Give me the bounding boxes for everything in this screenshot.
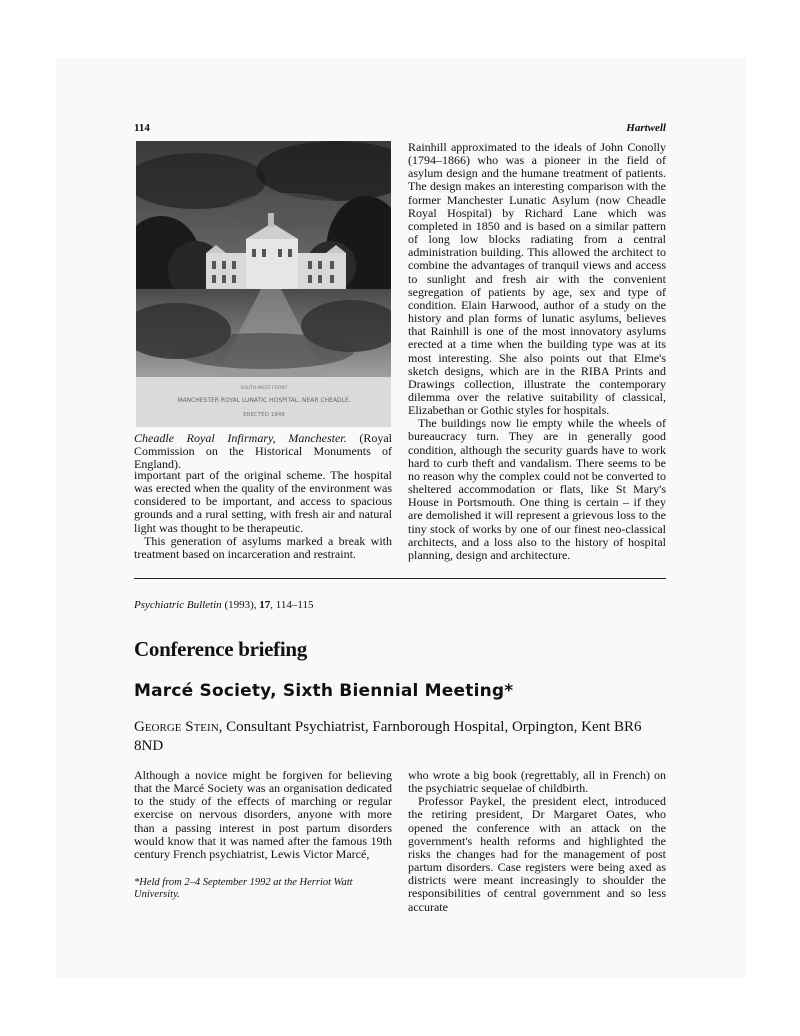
article-title: Marcé Society, Sixth Biennial Meeting* [134, 681, 514, 701]
section-divider [134, 578, 666, 579]
paragraph: important part of the original scheme. The hospital was erected when the quality of the environment was considered to be important, and access to spacious grounds and a rural setting, with fresh air and natural light was thought to be therapeutic. [134, 468, 392, 535]
paragraph: The buildings now lie empty while the wheels of bureaucracy turn. They are in generally good condition, although the security guards have to work hard to curb theft and vandalism. There seems to be no reason why the complex could not be converted to sheltered accommodation or flats, like St Mary's House in Portsmouth. One thing is certain – if they are demolished it will represent a grievous loss to the tiny stock of works by one of our finest neo-classical architects, and a loss also to the history of hospital planning, design and architecture. [408, 416, 666, 562]
engraving-label-2: MANCHESTER ROYAL LUNATIC HOSPITAL, NEAR CHEADLE. [177, 397, 351, 404]
engraving-label-3: ERECTED 1848 [243, 412, 285, 418]
article1-right-column [408, 141, 666, 562]
section-title: Conference briefing [134, 637, 307, 661]
paragraph: Professor Paykel, the president elect, introduced the retiring president, Dr Margaret Oates, who opened the conference with an attack on the government's health reforms and highlighted the risks the changes had for the management of post partum disorders. Case registers were being axed as districts were meant increasingly to shoulder the responsibilities of central government and so less accurate [408, 794, 666, 914]
journal-citation [134, 599, 313, 611]
paragraph: This generation of asylums marked a break with treatment based on incarceration and restraint. [134, 533, 392, 561]
citation-pages: , 114–115 [270, 599, 314, 611]
running-head: Hartwell [626, 122, 666, 134]
page-number: 114 [134, 122, 150, 134]
article2-right-column [408, 769, 666, 914]
article1-left-column [134, 469, 392, 561]
footnote: *Held from 2–4 September 1992 at the Herriot Watt University. [134, 877, 353, 900]
journal-name: Psychiatric Bulletin [134, 599, 222, 611]
author-affiliation: , Consultant Psychiatrist, Farnborough Hospital, Orpington, Kent BR6 8ND [134, 719, 642, 754]
figure-caption [134, 432, 392, 471]
hospital-engraving [136, 141, 391, 427]
author-name: George Stein [134, 719, 219, 735]
author-line [134, 718, 674, 756]
engraving-label-1: SOUTH-WEST FRONT [240, 386, 288, 391]
citation-year: (1993), [221, 599, 260, 611]
paragraph: Although a novice might be forgiven for believing that the Marcé Society was an organisation dedicated to the study of the effects of marching or regular exercise on nervous disorders, anyone with more than a passing interest in post partum disorders would know that it was named after the famous 19th century French psychiatrist, Lewis Victor Marcé, [134, 768, 392, 861]
caption-title: Cheadle Royal Infirmary, Manchester. [134, 431, 347, 445]
paragraph: Rainhill approximated to the ideals of John Conolly (1794–1866) who was a pioneer in the field of asylum design and the humane treatment of patients. The design makes an interesting comparison with the former Manchester Lunatic Asylum (now Cheadle Royal Hospital) by Richard Lane which was completed in 1850 and is based on a similar pattern of long low blocks radiating from a central administration building. This allowed the architect to combine the advantages of tranquil views and access to sunlight and fresh air with the convenient segregation of patients by age, sex and type of condition. Elain Harwood, author of a study on the history and plan forms of lunatic asylums, believes that Rainhill is one of the most innovatory asylums erected at a time when the building type was at its most interesting. She also points out that Elme's sketch designs, which are in the RIBA Prints and Drawings collection, illustrate the contemporary dilemma over the relative suitability of classical, Elizabethan or Gothic styles for hospitals. [408, 140, 666, 418]
engraving-illustration [136, 141, 391, 427]
paragraph: who wrote a big book (regrettably, all in French) on the psychiatric sequelae of childbirth. [408, 768, 666, 796]
caption-credit: (Royal Commission on the Historical Monuments of England). [134, 431, 392, 471]
citation-volume: 17 [259, 599, 271, 611]
article2-left-column [134, 769, 392, 861]
